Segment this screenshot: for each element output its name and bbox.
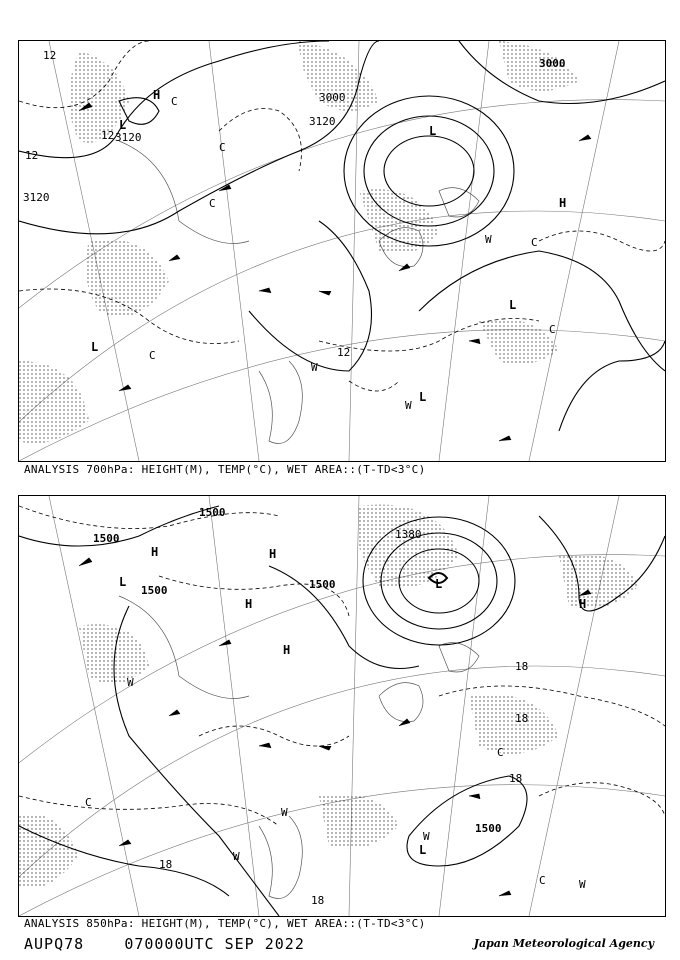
contour-label: 1500 — [309, 578, 336, 591]
high-marker: H — [579, 597, 587, 611]
high-marker: H — [153, 88, 161, 102]
warm-marker: W — [423, 830, 430, 843]
low-marker: L — [119, 575, 127, 589]
contour-label: 3120 — [309, 115, 336, 128]
contour-label: 12 — [43, 49, 57, 62]
contour-label: 1500 — [141, 584, 168, 597]
warm-marker: W — [485, 233, 492, 246]
cold-marker: C — [539, 874, 546, 887]
low-marker: L — [435, 577, 443, 591]
contour-label: 12 — [25, 149, 39, 162]
cold-marker: C — [531, 236, 538, 249]
low-marker: L — [119, 118, 127, 132]
warm-marker: W — [281, 806, 288, 819]
thermal-markers — [149, 95, 556, 412]
bulletin-code: AUPQ78 — [24, 935, 85, 953]
high-marker: H — [269, 547, 277, 561]
chart-700hpa — [18, 40, 666, 462]
high-marker: H — [245, 597, 253, 611]
low-marker: L — [509, 298, 517, 312]
wet-area — [19, 41, 579, 444]
cold-marker: C — [549, 323, 556, 336]
contour-label: 3120 — [23, 191, 50, 204]
contour-label: 1500 — [475, 822, 502, 835]
caption-850hpa: ANALYSIS 850hPa: HEIGHT(M), TEMP(°C), WET AREA::(T-TD<3°C) — [24, 917, 426, 930]
warm-marker: W — [579, 878, 586, 891]
isotherm-label: 18 — [159, 858, 173, 871]
contour-label: 3000 — [539, 57, 566, 70]
low-marker: L — [429, 124, 437, 138]
contour-label: 3000 — [319, 91, 346, 104]
cold-marker: C — [209, 197, 216, 210]
contour-label: 1500 — [199, 506, 226, 519]
warm-marker: W — [127, 676, 134, 689]
map-700hpa — [19, 41, 665, 461]
cold-marker: C — [497, 746, 504, 759]
warm-marker: W — [405, 399, 412, 412]
high-marker: H — [151, 545, 159, 559]
system-markers — [91, 88, 566, 404]
contour-label: 1500 — [93, 532, 120, 545]
warm-marker: W — [311, 361, 318, 374]
valid-time: 070000UTC SEP 2022 — [124, 935, 305, 953]
high-marker: H — [283, 643, 291, 657]
cold-marker: C — [149, 349, 156, 362]
high-marker: H — [559, 196, 567, 210]
map-850hpa — [19, 496, 665, 916]
contour-label: 12 — [337, 346, 351, 359]
chart-850hpa — [18, 495, 666, 917]
cold-marker: C — [85, 796, 92, 809]
agency-name: Japan Meteorological Agency — [473, 937, 654, 950]
contour-label: 1380 — [395, 528, 422, 541]
wet-area — [19, 505, 639, 888]
cold-marker: C — [219, 141, 226, 154]
isotherm-label: 18 — [515, 712, 529, 725]
isotherm-label: 18 — [311, 894, 325, 907]
low-marker: L — [419, 843, 427, 857]
warm-marker: W — [233, 850, 240, 863]
contour-label: 3120 — [115, 131, 142, 144]
isotherm-label: 18 — [509, 772, 523, 785]
bulletin-header — [24, 935, 305, 953]
cold-marker: C — [171, 95, 178, 108]
caption-700hpa: ANALYSIS 700hPa: HEIGHT(M), TEMP(°C), WET AREA::(T-TD<3°C) — [24, 463, 426, 476]
low-marker: L — [419, 390, 427, 404]
low-marker: L — [91, 340, 99, 354]
isotherm-label: 18 — [515, 660, 529, 673]
contour-label: 12 — [101, 129, 115, 142]
